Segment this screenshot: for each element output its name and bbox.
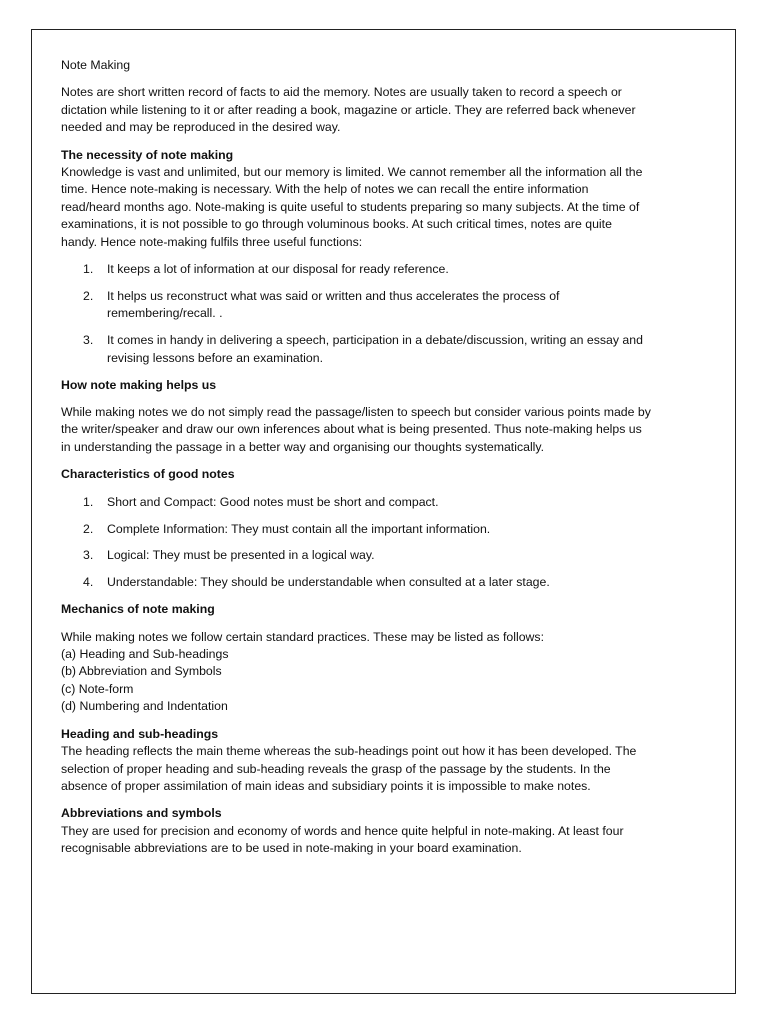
heading-characteristics: Characteristics of good notes [61, 467, 235, 482]
list-number: 1. [83, 494, 94, 509]
heading-mechanics: Mechanics of note making [61, 602, 215, 617]
list-text: Complete Information: They must contain all the important information. [107, 521, 491, 536]
heading-sub-paragraph: The heading reflects the main theme whereas the sub-headings point out how it has been developed. The selection of proper heading and sub-heading reveals the grasp of the passage by the students. In the absence of proper assimilation of main ideas and subsidiary points it is impossible to make notes. [61, 744, 637, 793]
list-number: 1. [83, 262, 94, 277]
mechanics-intro: While making notes we follow certain standard practices. These may be listed as follows: [61, 629, 544, 644]
list-text: Short and Compact: Good notes must be short and compact. [107, 494, 439, 509]
list-text: It comes in handy in delivering a speech, participation in a debate/discussion, writing an essay and revising lessons before an examination. [107, 333, 643, 365]
list-item [61, 288, 651, 323]
list-item [61, 494, 651, 511]
heading-how-helps: How note making helps us [61, 377, 217, 392]
list-number: 3. [83, 548, 94, 563]
mechanics-line: (d) Numbering and Indentation [61, 699, 228, 714]
document-content [61, 57, 651, 858]
necessity-paragraph: Knowledge is vast and unlimited, but our memory is limited. We cannot remember all the information all the time. Hence note-making is necessary. With the help of notes we can recall the entire information read/heard months ago. Note-making is quite useful to students preparing so many subjects. At the time of examinations, it is not possible to go through voluminous books. At such critical times, notes are quite handy. Hence note-making fulfils three useful functions: [61, 165, 643, 249]
document-title: Note Making [61, 58, 131, 72]
mechanics-line: (b) Abbreviation and Symbols [61, 664, 222, 679]
heading-abbreviations: Abbreviations and symbols [61, 806, 222, 821]
list-item [61, 261, 651, 278]
list-text: It helps us reconstruct what was said or written and thus accelerates the process of remembering/recall. . [107, 288, 560, 321]
list-item [61, 547, 651, 564]
abbreviations-paragraph: They are used for precision and economy of words and hence quite helpful in note-making. At least four recognisable abbreviations are to be used in note-making in your board examination. [61, 823, 624, 856]
heading-sub-headings: Heading and sub-headings [61, 726, 219, 741]
list-text: Logical: They must be presented in a logical way. [107, 548, 375, 563]
mechanics-line: (a) Heading and Sub-headings [61, 647, 229, 662]
necessity-list [61, 261, 651, 367]
list-item [61, 332, 651, 367]
mechanics-lines [61, 646, 651, 716]
helps-paragraph: While making notes we do not simply read the passage/listen to speech but consider various points made by the writer/speaker and draw our own inferences about what is being presented. Thus note-making helps us in understanding the passage in a better way and organising our thoughts systematically. [61, 405, 651, 454]
characteristics-list [61, 494, 651, 592]
heading-necessity: The necessity of note making [61, 147, 234, 162]
list-item [61, 574, 651, 591]
list-number: 2. [83, 521, 94, 536]
list-number: 4. [83, 575, 94, 590]
list-number: 3. [83, 333, 94, 348]
list-text: Understandable: They should be understandable when consulted at a later stage. [107, 575, 550, 590]
list-number: 2. [83, 288, 94, 303]
intro-paragraph: Notes are short written record of facts to aid the memory. Notes are usually taken to record a speech or dictation while listening to it or after reading a book, magazine or article. They are referred back whenever needed and may be reproduced in the desired way. [61, 85, 636, 135]
mechanics-line: (c) Note-form [61, 681, 134, 696]
list-item [61, 521, 651, 538]
list-text: It keeps a lot of information at our disposal for ready reference. [107, 262, 449, 277]
